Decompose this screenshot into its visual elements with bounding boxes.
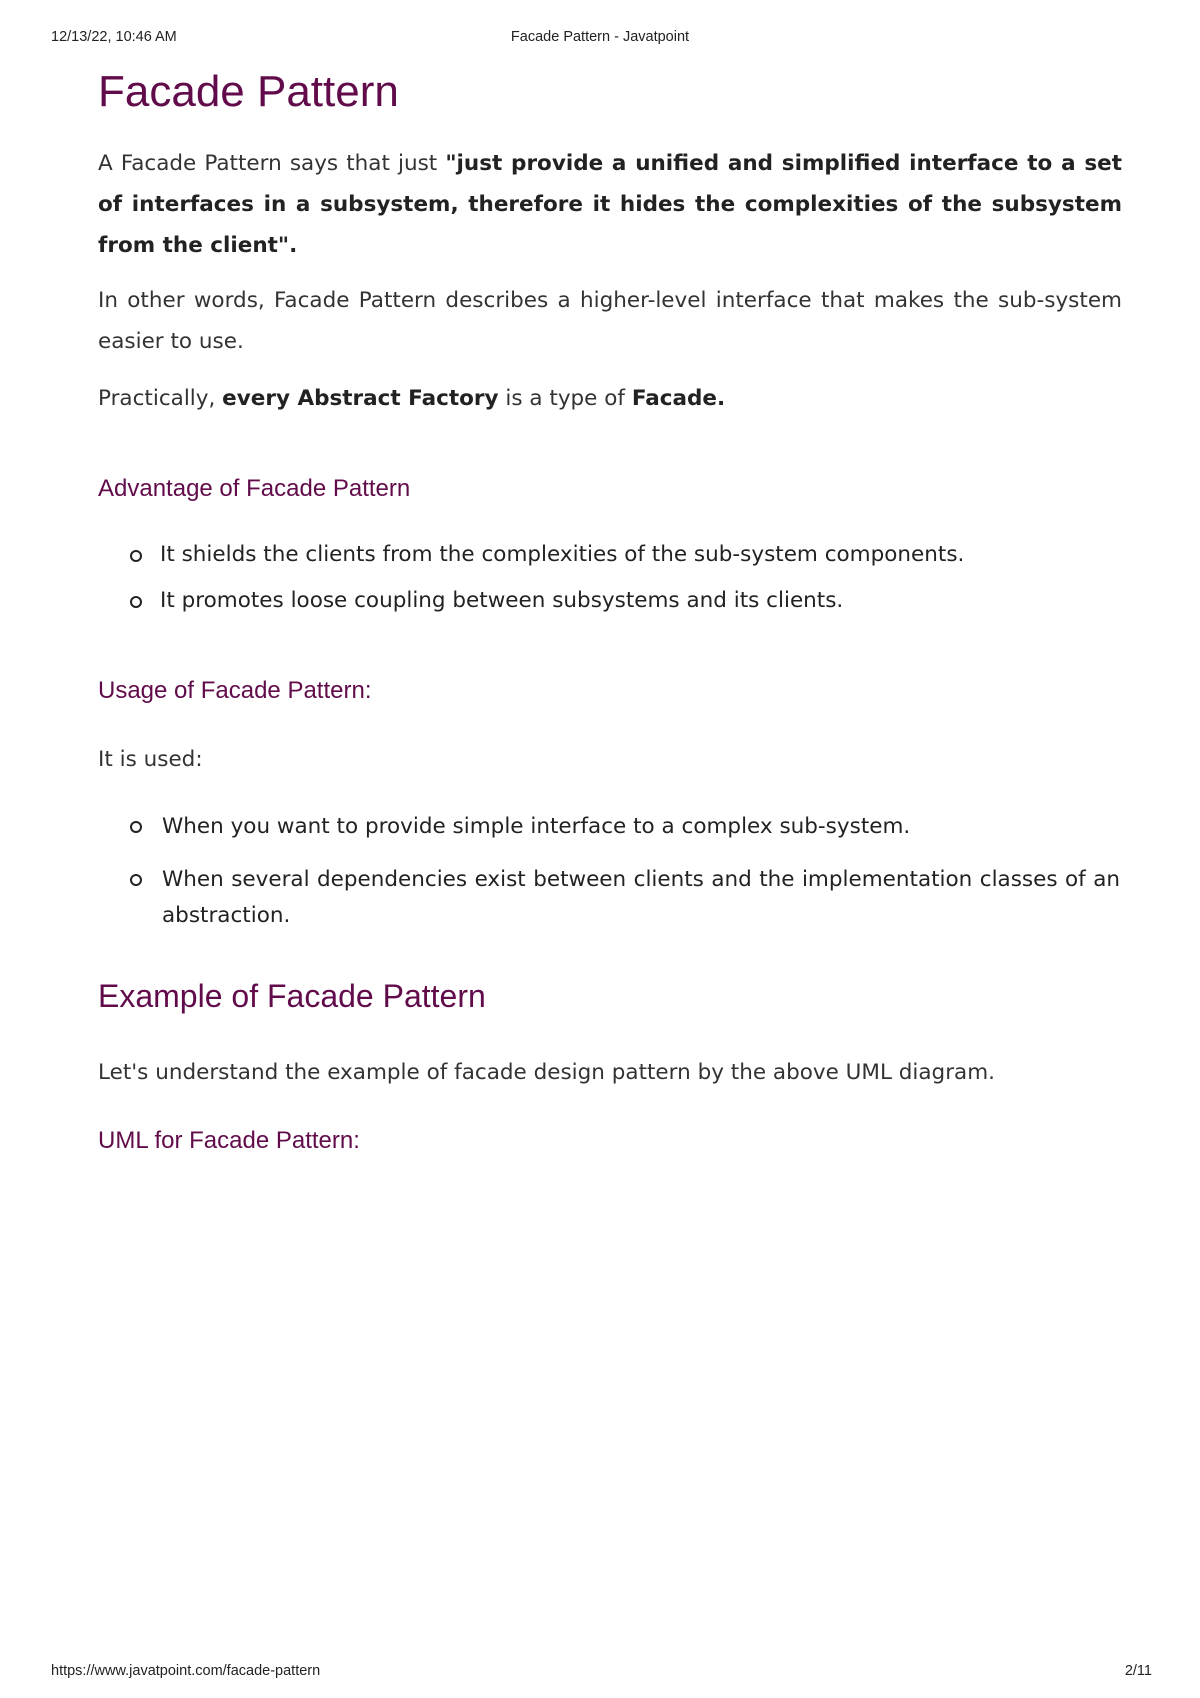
- usage-lead: It is used:: [98, 747, 203, 772]
- list-item: [98, 587, 1122, 615]
- usage-heading: Usage of Facade Pattern:: [98, 677, 372, 704]
- circle-bullet-icon: [130, 550, 142, 562]
- advantage-item-text: It shields the clients from the complexities of the sub-system components.: [160, 542, 965, 567]
- practically-middle: is a type of: [498, 386, 632, 411]
- list-item: [98, 810, 1122, 844]
- circle-bullet-icon: [130, 821, 142, 833]
- advantage-heading: Advantage of Facade Pattern: [98, 475, 411, 502]
- list-item: [98, 541, 1122, 569]
- print-header: [0, 29, 1200, 49]
- intro-prefix: A Facade Pattern says that just: [98, 151, 446, 176]
- uml-heading: UML for Facade Pattern:: [98, 1127, 360, 1154]
- print-url: https://www.javatpoint.com/facade-pattern: [51, 1663, 321, 1679]
- practically-bold-abstract-factory: every Abstract Factory: [222, 386, 499, 411]
- list-item: [98, 862, 1122, 934]
- other-words-paragraph: In other words, Facade Pattern describes a higher-level interface that makes the sub-system easier to use.: [98, 288, 1122, 354]
- print-footer: [0, 1663, 1200, 1683]
- advantage-list: [98, 541, 1122, 615]
- advantage-item-text: It promotes loose coupling between subsystems and its clients.: [160, 588, 844, 613]
- usage-list: [98, 810, 1122, 934]
- intro-paragraph: [98, 143, 1122, 266]
- practically-prefix: Practically,: [98, 386, 223, 411]
- print-page-number: 2/11: [1124, 1663, 1152, 1679]
- practically-bold-facade: Facade.: [631, 386, 726, 411]
- usage-item-text: When you want to provide simple interface to a complex sub-system.: [162, 814, 911, 839]
- print-page-title: Facade Pattern - Javatpoint: [510, 29, 690, 45]
- example-paragraph: Let's understand the example of facade design pattern by the above UML diagram.: [98, 1060, 995, 1085]
- usage-item-text: When several dependencies exist between clients and the implementation classes of an abstraction.: [162, 867, 1120, 928]
- circle-bullet-icon: [130, 596, 142, 608]
- example-heading: Example of Facade Pattern: [98, 978, 486, 1014]
- intro-definition-quote: "just provide a unified and simplified interface to a set of interfaces in a subsystem, therefore it hides the complexities of the subsystem from the client".: [98, 151, 1122, 258]
- page-title: Facade Pattern: [98, 67, 399, 116]
- practically-paragraph: [98, 378, 1122, 419]
- circle-bullet-icon: [130, 874, 142, 886]
- print-date: 12/13/22, 10:46 AM: [51, 29, 177, 45]
